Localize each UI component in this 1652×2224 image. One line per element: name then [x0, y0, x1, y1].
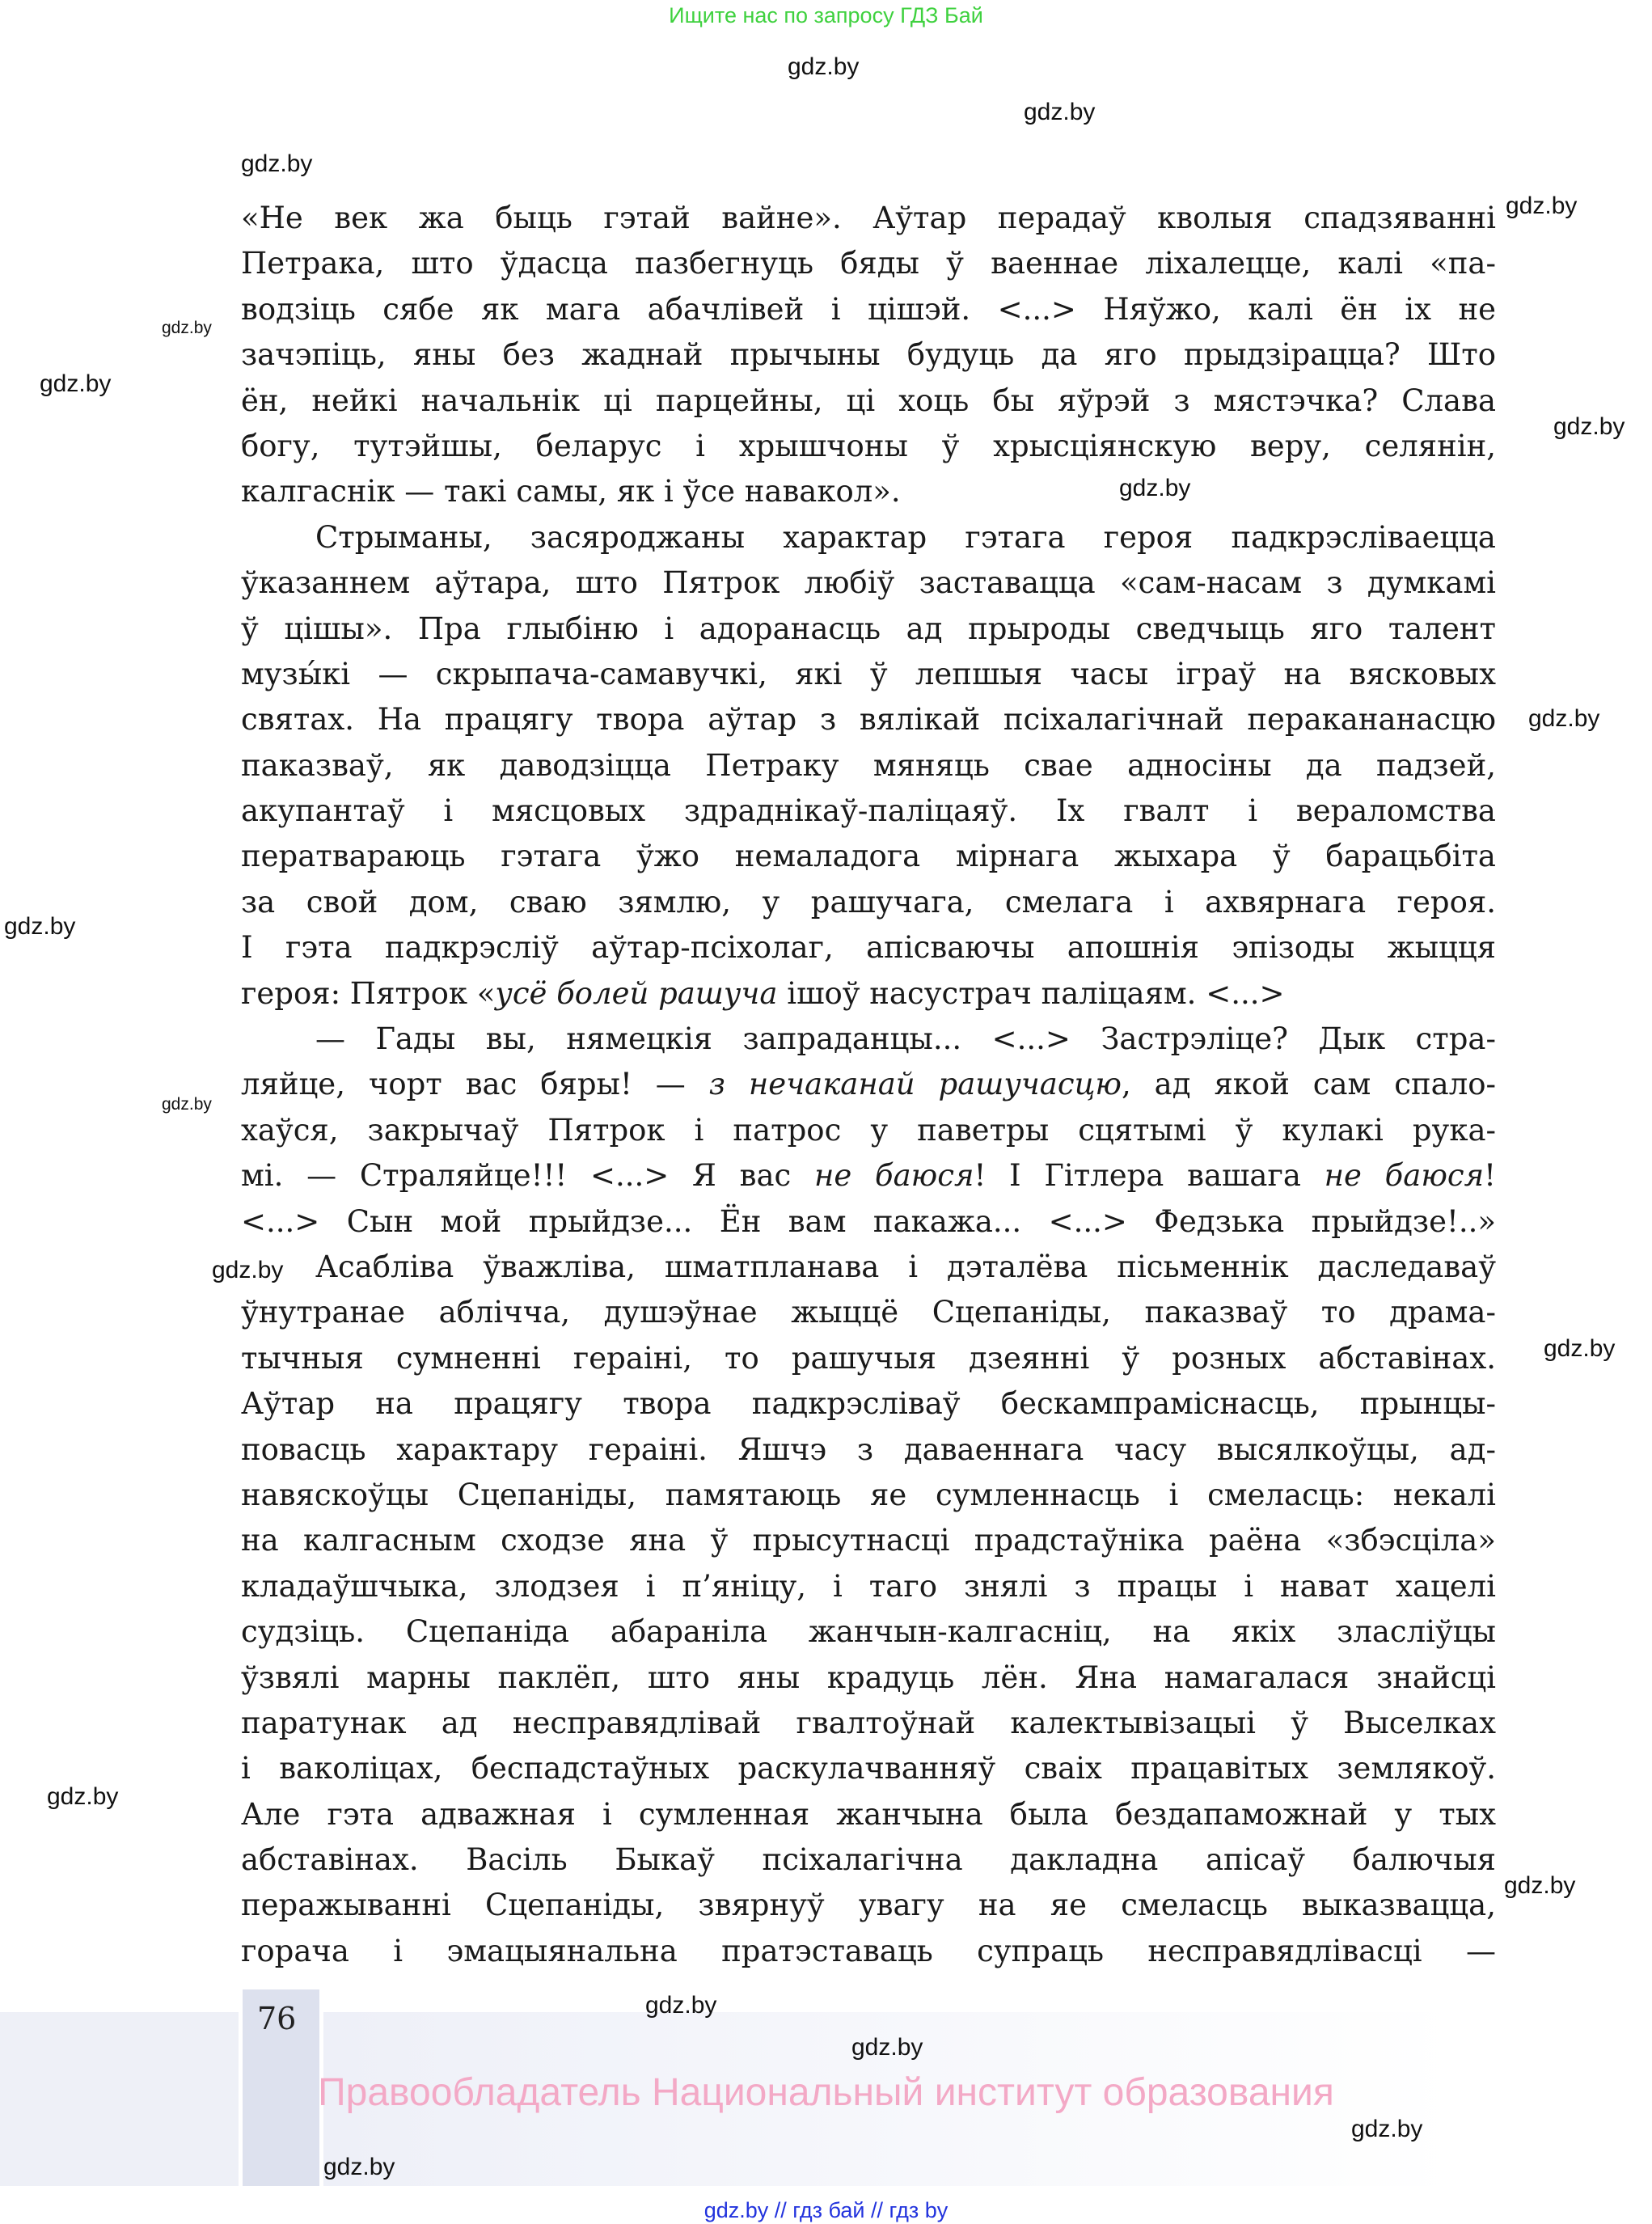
italic-text: не баюся [813, 1158, 974, 1194]
text-segment: — Гады вы, нямецкія запраданцы... <...> Застрэліце? Дык стра- [315, 1021, 1496, 1057]
text-segment: І гэта падкрэсліў аўтар-псіхолаг, апісваючы апошнія эпізоды жыцця [241, 930, 1496, 966]
text-segment: хаўся, закрычаў Пятрок і патрос у паветры сцятымі ў кулакі рука- [241, 1112, 1496, 1148]
text-line [241, 1929, 1496, 1974]
text-line [241, 1108, 1496, 1153]
text-line [241, 424, 1496, 469]
text-segment: ён, нейкі начальнік ці парцейны, ці хоць бы яўрэй з мястэчка? Слава [241, 383, 1496, 418]
text-line [241, 1564, 1496, 1609]
text-line [241, 1792, 1496, 1837]
watermark: gdz.by [1544, 1335, 1616, 1362]
watermark: gdz.by [4, 913, 76, 940]
text-line [241, 469, 901, 514]
italic-text: не баюся [1324, 1158, 1485, 1194]
body-text [241, 196, 1496, 1974]
text-line [241, 1153, 1496, 1199]
text-segment: «Не век жа быць гэтай вайне». Аўтар перадаў кволыя спадзяванні [241, 201, 1496, 235]
watermark: gdz.by [645, 1992, 717, 2019]
text-segment: калгаснік — такі самы, як і ўсе навакол». [241, 474, 901, 509]
text-segment: водзіць сябе як мага абачлівей і цішэй. <...> Няўжо, калі ён іх не [241, 291, 1496, 327]
text-line [241, 332, 1496, 378]
text-segment: горача і эмацыянальна пратэставаць супраць несправядлівасці — [241, 1933, 1496, 1968]
watermark: gdz.by [1528, 705, 1600, 732]
text-line [241, 1336, 1496, 1381]
text-line [241, 287, 1496, 332]
search-hint-banner: Ищите нас по запросу ГДЗ Бай [669, 3, 983, 27]
text-segment: Стрыманы, засяроджаны характар гэтага героя падкрэсліваецца [315, 519, 1496, 555]
rights-holder-notice: Правообладатель Национальный институт образования [318, 2071, 1334, 2114]
text-segment: музы́кі — скрыпача-самавучкі, які ў лепшыя часы іграў на вясковых [241, 656, 1496, 691]
italic-text: усё болей рашуча [495, 975, 778, 1011]
text-segment: ў цішы». Пра глыбіню і адоранасць ад прыроды сведчыць яго талент [241, 611, 1496, 646]
text-line [241, 789, 1496, 834]
text-line [241, 1290, 1496, 1335]
text-line [241, 1062, 1496, 1107]
watermark: gdz.by [1553, 413, 1625, 440]
text-segment: ўзвялі марны паклёп, што яны крадуць лён. Яна намагалася знайсці [241, 1660, 1496, 1695]
text-line [241, 1473, 1496, 1518]
text-line [241, 1746, 1496, 1791]
text-line [241, 1381, 1496, 1427]
text-segment: святах. На працягу твора аўтар з вялікай псіхалагічнай перакананасцю [241, 702, 1496, 738]
watermark: gdz.by [1351, 2116, 1423, 2142]
text-segment: паратунак ад несправядлівай гвалтоўнай калектывізацыі ў Выселках [241, 1705, 1496, 1740]
page-number: 76 [257, 2001, 297, 2036]
text-segment: на калгасным сходзе яна ў прысутнасці прадстаўніка раёна «збэсціла» [241, 1523, 1496, 1558]
text-segment: Аўтар на працягу твора падкрэсліваў бескампраміснасць, прынцы- [241, 1386, 1496, 1422]
text-line [241, 1245, 1496, 1290]
text-segment: акупантаў і мясцовых здраднікаў-паліцаяў. Іх гвалт і вераломства [241, 793, 1496, 829]
text-segment: ! І Гітлера вашага [974, 1158, 1325, 1194]
footer-links[interactable]: gdz.by // гдз бай // гдз by [703, 2198, 949, 2222]
text-segment: <...> Сын мой прыйдзе... Ён вам пакажа... <...> Федзька прыйдзе!..» [241, 1203, 1496, 1239]
text-segment: паказваў, як даводзіцца Петраку мяняць свае адносіны да падзей, [241, 747, 1496, 783]
text-line [241, 925, 1496, 970]
text-segment: , ад якой сам спало- [1121, 1067, 1496, 1102]
watermark: gdz.by [1024, 99, 1096, 125]
text-segment: перажыванні Сцепаніды, звярнуў увагу на яе смеласць выказвацца, [241, 1888, 1496, 1923]
text-segment: Петрака, што ўдасца пазбегнуць бяды ў ваеннае ліхалецце, калі «па- [241, 246, 1496, 281]
watermark: gdz.by [162, 319, 212, 337]
text-line [241, 1518, 1496, 1563]
text-line [241, 607, 1496, 652]
watermark: gdz.by [40, 370, 112, 397]
watermark: gdz.by [788, 53, 860, 80]
text-line [241, 1609, 1496, 1655]
text-line [241, 1701, 1496, 1746]
text-line [241, 196, 1496, 241]
watermark: gdz.by [212, 1257, 284, 1283]
watermark: gdz.by [162, 1095, 212, 1114]
text-segment: ўказаннем аўтара, што Пятрок любіў заставацца «сам-насам з думкамі [241, 565, 1496, 601]
text-line [241, 515, 1496, 560]
text-segment: абставінах. Васіль Быкаў псіхалагічна дакладна апісаў балючыя [241, 1842, 1496, 1878]
text-line [241, 971, 1284, 1017]
text-segment: мі. — Страляйце!!! <...> Я вас [241, 1158, 814, 1194]
watermark: gdz.by [241, 150, 313, 177]
text-line [241, 241, 1496, 286]
watermark: gdz.by [851, 2034, 923, 2061]
text-segment: Але гэта адважная і сумленная жанчына была бездапаможнай у тых [241, 1796, 1496, 1832]
text-line [241, 1883, 1496, 1928]
text-line [241, 1199, 1496, 1245]
text-line [241, 1655, 1496, 1701]
watermark: gdz.by [323, 2154, 395, 2180]
watermark: gdz.by [1506, 192, 1578, 219]
text-segment: ляйце, чорт вас бяры! — [241, 1067, 709, 1102]
text-line [241, 1837, 1496, 1883]
text-line [241, 697, 1496, 742]
text-segment: судзіць. Сцепаніда абараніла жанчын-калгасніц, на якіх зласліўцы [241, 1614, 1496, 1650]
text-line [241, 880, 1496, 925]
text-segment: героя: Пятрок « [241, 975, 496, 1011]
text-line [241, 743, 1496, 789]
text-line [241, 1017, 1496, 1062]
watermark: gdz.by [1504, 1872, 1576, 1899]
text-segment: Асабліва ўважліва, шматпланава і дэталёва пісьменнік даследаваў [315, 1249, 1496, 1284]
text-segment: і ваколіцах, беспадстаўных раскулачванняў сваіх працавітых землякоў. [241, 1751, 1496, 1786]
text-segment: ішоў насустрач паліцаям. <...> [777, 975, 1285, 1011]
text-line [241, 560, 1496, 606]
text-segment: богу, тутэйшы, беларус і хрышчоны ў хрысціянскую веру, селянін, [241, 428, 1496, 463]
text-segment: ! [1484, 1158, 1496, 1194]
text-segment: ўнутранае аблічча, душэўнае жыццё Сцепаніды, паказваў то драма- [241, 1295, 1496, 1330]
italic-text: з нечаканай рашучасцю [708, 1067, 1122, 1102]
text-line [241, 652, 1496, 697]
text-line [241, 378, 1496, 424]
watermark: gdz.by [47, 1783, 119, 1810]
text-segment: навяскоўцы Сцепаніды, памятаюць яе сумленнасць і смеласць: некалі [241, 1477, 1496, 1512]
text-segment: повасць характару гераіні. Яшчэ з даваеннага часу высялкоўцы, ад- [241, 1431, 1496, 1467]
text-segment: зачэпіць, яны без жаднай прычыны будуць да яго прыдзірацца? Што [241, 337, 1496, 373]
text-line [241, 1427, 1496, 1473]
text-segment: кладаўшчыка, злодзея і п’яніцу, і таго знялі з працы і нават хацелі [241, 1568, 1496, 1604]
text-line [241, 834, 1496, 879]
text-segment: за свой дом, сваю зямлю, у рашучага, смелага і ахвярнага героя. [241, 884, 1496, 920]
text-segment: тычныя сумненні гераіні, то рашучыя дзеянні ў розных абставінах. [241, 1340, 1496, 1376]
text-segment: ператвараюць гэтага ўжо немаладога мірнага жыхара ў барацьбіта [241, 839, 1496, 874]
watermark: gdz.by [1119, 475, 1191, 501]
